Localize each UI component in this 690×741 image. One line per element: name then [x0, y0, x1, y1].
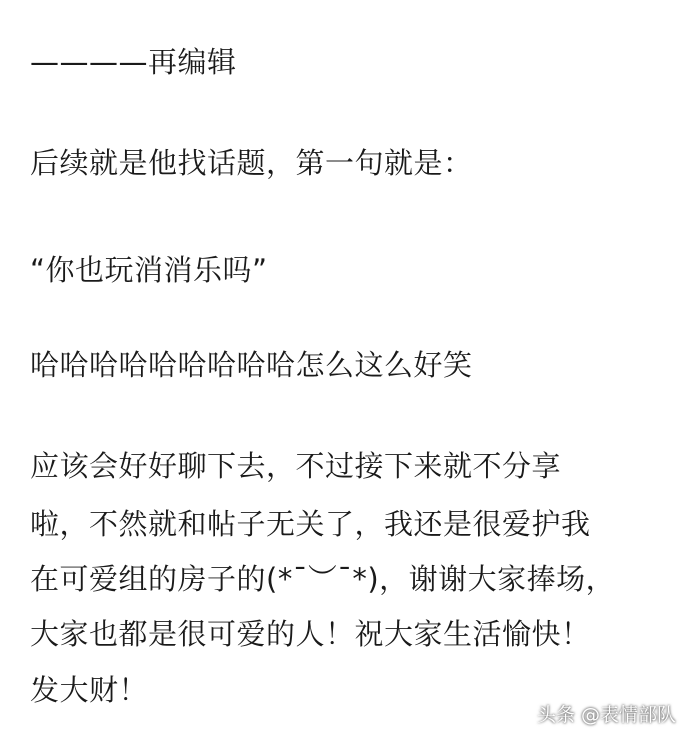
watermark: [537, 700, 676, 727]
paragraph-topic: 后续就是他找话题，第一句就是：: [30, 146, 473, 180]
paragraph-quote: “你也玩消消乐吗”: [30, 253, 268, 287]
paragraph-closing-line-5: 发大财！: [30, 673, 149, 707]
watermark-text: 头条 @表情部队: [536, 704, 676, 726]
edit-heading: ————再编辑: [30, 45, 237, 79]
paragraph-laugh: 哈哈哈哈哈哈哈哈哈怎么这么好笑: [30, 348, 473, 382]
paragraph-closing-line-4: 大家也都是很可爱的人！祝大家生活愉快！: [30, 617, 591, 651]
paragraph-closing-line-3: 在可爱组的房子的(*¯︶¯*)，谢谢大家捧场，: [30, 562, 616, 596]
paragraph-closing-line-2: 啦，不然就和帖子无关了，我还是很爱护我: [30, 507, 591, 541]
paragraph-closing-line-1: 应该会好好聊下去，不过接下来就不分享: [30, 449, 562, 483]
